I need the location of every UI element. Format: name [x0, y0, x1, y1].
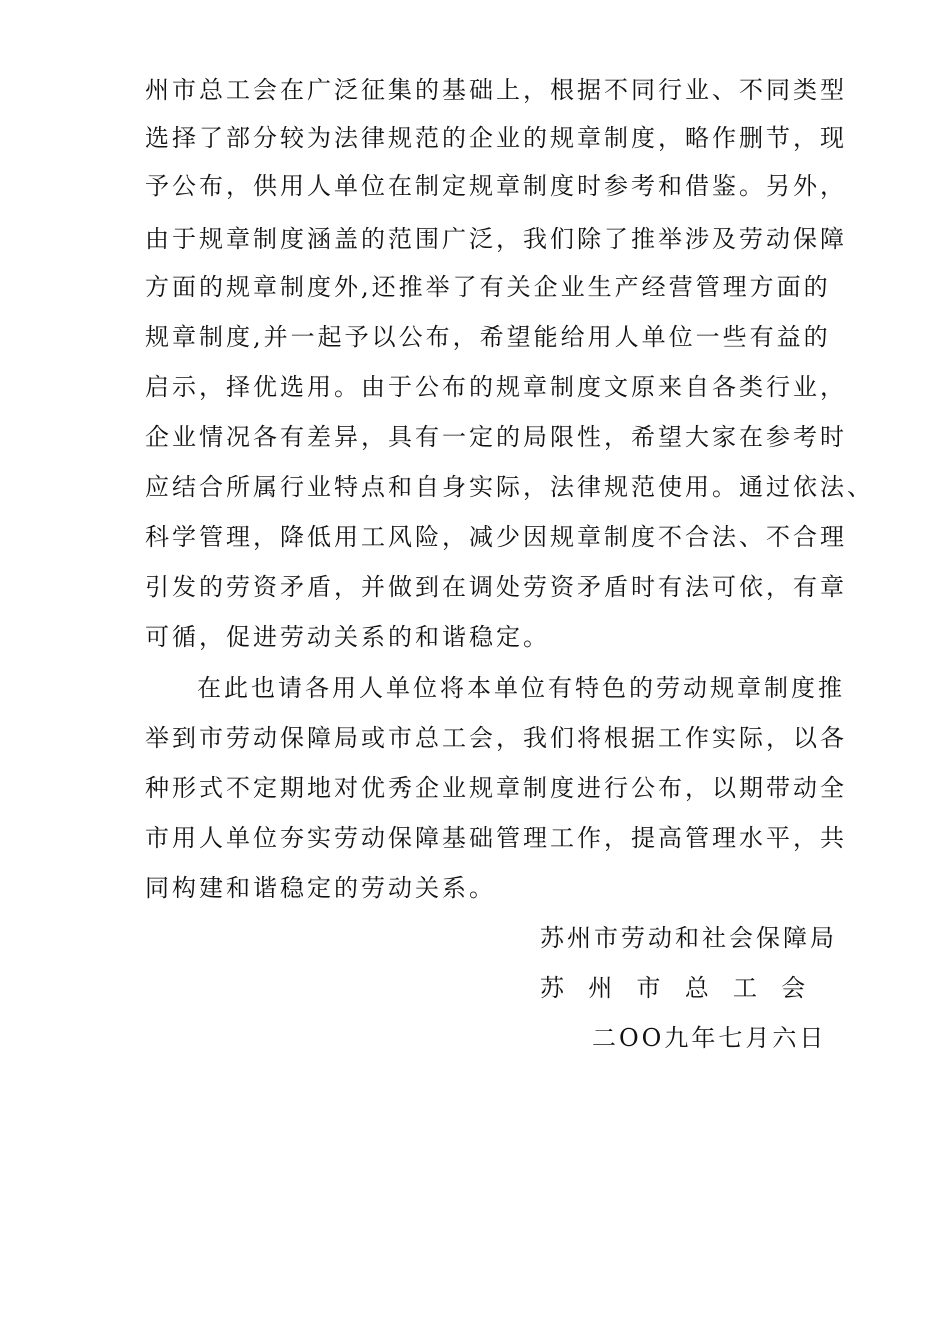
signature-org-trade-union: 苏 州 市 总 工 会	[540, 974, 809, 1002]
paragraph1-line-2: 选择了部分较为法律规范的企业的规章制度，略作删节，现	[145, 124, 847, 152]
paragraph2-line-3: 种形式不定期地对优秀企业规章制度进行公布，以期带动全	[145, 774, 847, 802]
paragraph1-line-6: 规章制度,并一起予以公布，希望能给用人单位一些有益的	[145, 323, 831, 351]
paragraph1-line-8: 企业情况各有差异，具有一定的局限性，希望大家在参考时	[145, 423, 847, 451]
paragraph1-line-11: 引发的劳资矛盾，并做到在调处劳资矛盾时有法可依，有章	[145, 573, 847, 601]
paragraph2-line-4: 市用人单位夯实劳动保障基础管理工作，提高管理水平，共	[145, 824, 847, 852]
paragraph2-line-2: 举到市劳动保障局或市总工会，我们将根据工作实际，以各	[145, 724, 847, 752]
paragraph1-line-1: 州市总工会在广泛征集的基础上，根据不同行业、不同类型	[145, 76, 847, 104]
paragraph2-line-1: 在此也请各用人单位将本单位有特色的劳动规章制度推	[197, 674, 845, 702]
paragraph1-line-9: 应结合所属行业特点和自身实际，法律规范使用。通过依法、	[145, 473, 874, 501]
paragraph1-line-10: 科学管理，降低用工风险，减少因规章制度不合法、不合理	[145, 523, 847, 551]
paragraph1-line-7: 启示，择优选用。由于公布的规章制度文原来自各类行业，	[145, 373, 847, 401]
paragraph2-line-5: 同构建和谐稳定的劳动关系。	[145, 874, 496, 902]
signature-date: 二OO九年七月六日	[592, 1024, 827, 1052]
signature-org-labor-bureau: 苏州市劳动和社会保障局	[540, 924, 837, 952]
paragraph1-line-4: 由于规章制度涵盖的范围广泛，我们除了推举涉及劳动保障	[145, 225, 847, 253]
paragraph1-line-12: 可循，促进劳动关系的和谐稳定。	[145, 623, 550, 651]
paragraph1-line-5: 方面的规章制度外,还推举了有关企业生产经营管理方面的	[145, 273, 831, 301]
paragraph1-line-3: 予公布，供用人单位在制定规章制度时参考和借鉴。另外，	[145, 172, 847, 200]
